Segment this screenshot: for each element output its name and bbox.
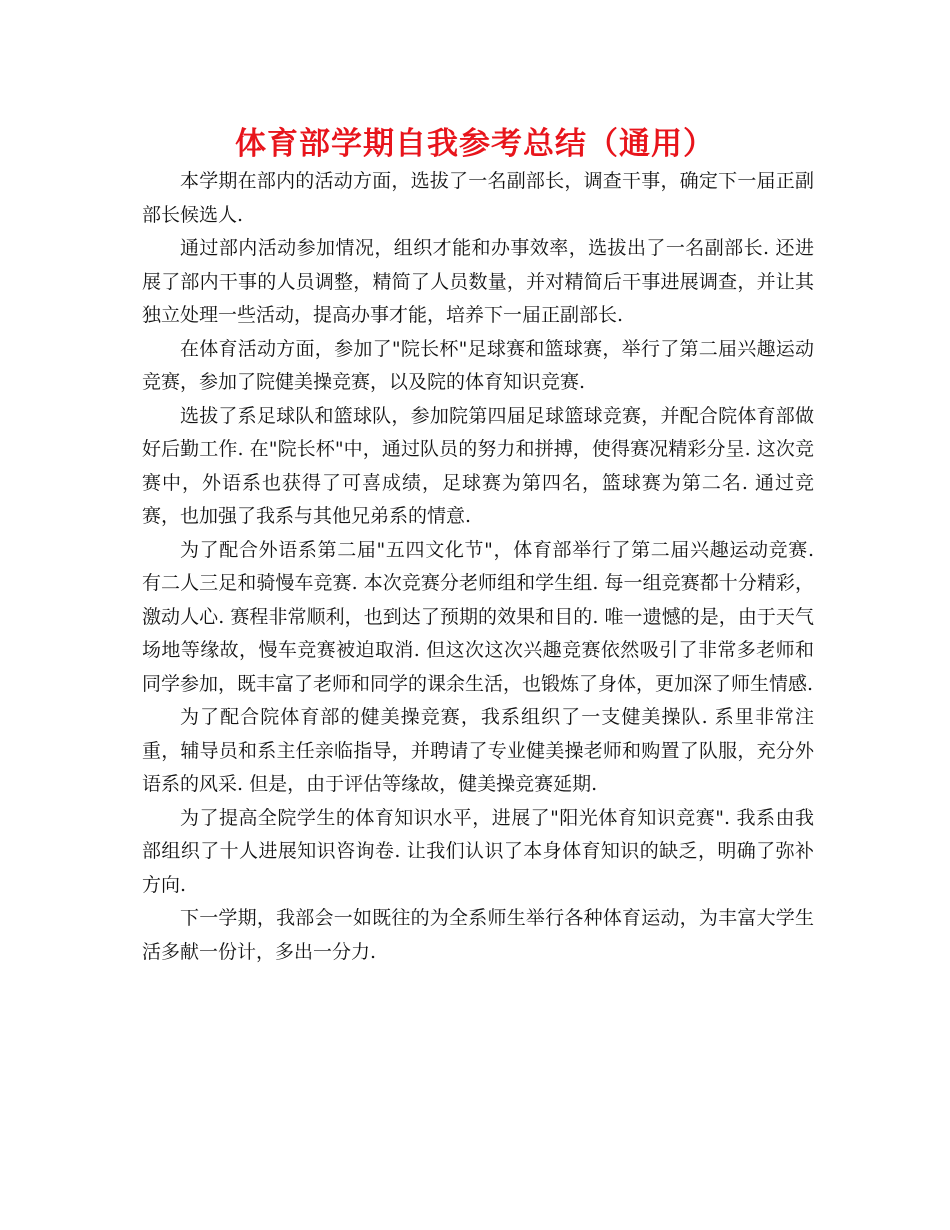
paragraph-3: 在体育活动方面，参加了"院长杯"足球赛和篮球赛，举行了第二届兴趣运动竞赛，参加了院健美操竞赛，以及院的体育知识竞赛. — [142, 337, 814, 393]
paragraph-2: 通过部内活动参加情况，组织才能和办事效率，选拔出了一名副部长. 还进展了部内干事的人员调整，精简了人员数量，并对精简后干事进展调查，并让其独立处理一些活动，提高办事才能，培养下一届正副部长. — [142, 237, 814, 326]
paragraph-6: 为了配合院体育部的健美操竞赛，我系组织了一支健美操队. 系里非常注重，辅导员和系主任亲临指导，并聘请了专业健美操老师和购置了队服，充分外语系的风采. 但是，由于评估等缘故，健美操竞赛延期. — [142, 706, 814, 795]
paragraph-1: 本学期在部内的活动方面，选拔了一名副部长，调查干事，确定下一届正副部长候选人. — [142, 170, 814, 226]
document-body — [142, 165, 814, 969]
paragraph-8: 下一学期，我部会一如既往的为全系师生举行各种体育运动，为丰富大学生活多献一份计，多出一分力. — [142, 907, 814, 963]
paragraph-5: 为了配合外语系第二届"五四文化节"，体育部举行了第二届兴趣运动竞赛. 有二人三足和骑慢车竞赛. 本次竞赛分老师组和学生组. 每一组竞赛都十分精彩，激动人心. 赛程非常顺利，也到达了预期的效果和目的. 唯一遗憾的是，由于天气场地等缘故，慢车竞赛被迫取消. 但这次这次兴趣竞赛依然吸引了非常多老师和同学参加，既丰富了老师和同学的课余生活，也锻炼了身体，更加深了师生情感. — [142, 538, 814, 695]
paragraph-4: 选拔了系足球队和篮球队，参加院第四届足球篮球竞赛，并配合院体育部做好后勤工作. 在"院长杯"中，通过队员的努力和拼搏，使得赛况精彩分呈. 这次竞赛中，外语系也获得了可喜成绩，足球赛为第四名，篮球赛为第二名. 通过竞赛，也加强了我系与其他兄弟系的情意. — [142, 404, 814, 527]
paragraph-7: 为了提高全院学生的体育知识水平，进展了"阳光体育知识竞赛". 我系由我部组织了十人进展知识咨询卷. 让我们认识了本身体育知识的缺乏，明确了弥补方向. — [142, 806, 814, 896]
document-title: 体育部学期自我参考总结（通用） — [235, 126, 715, 162]
